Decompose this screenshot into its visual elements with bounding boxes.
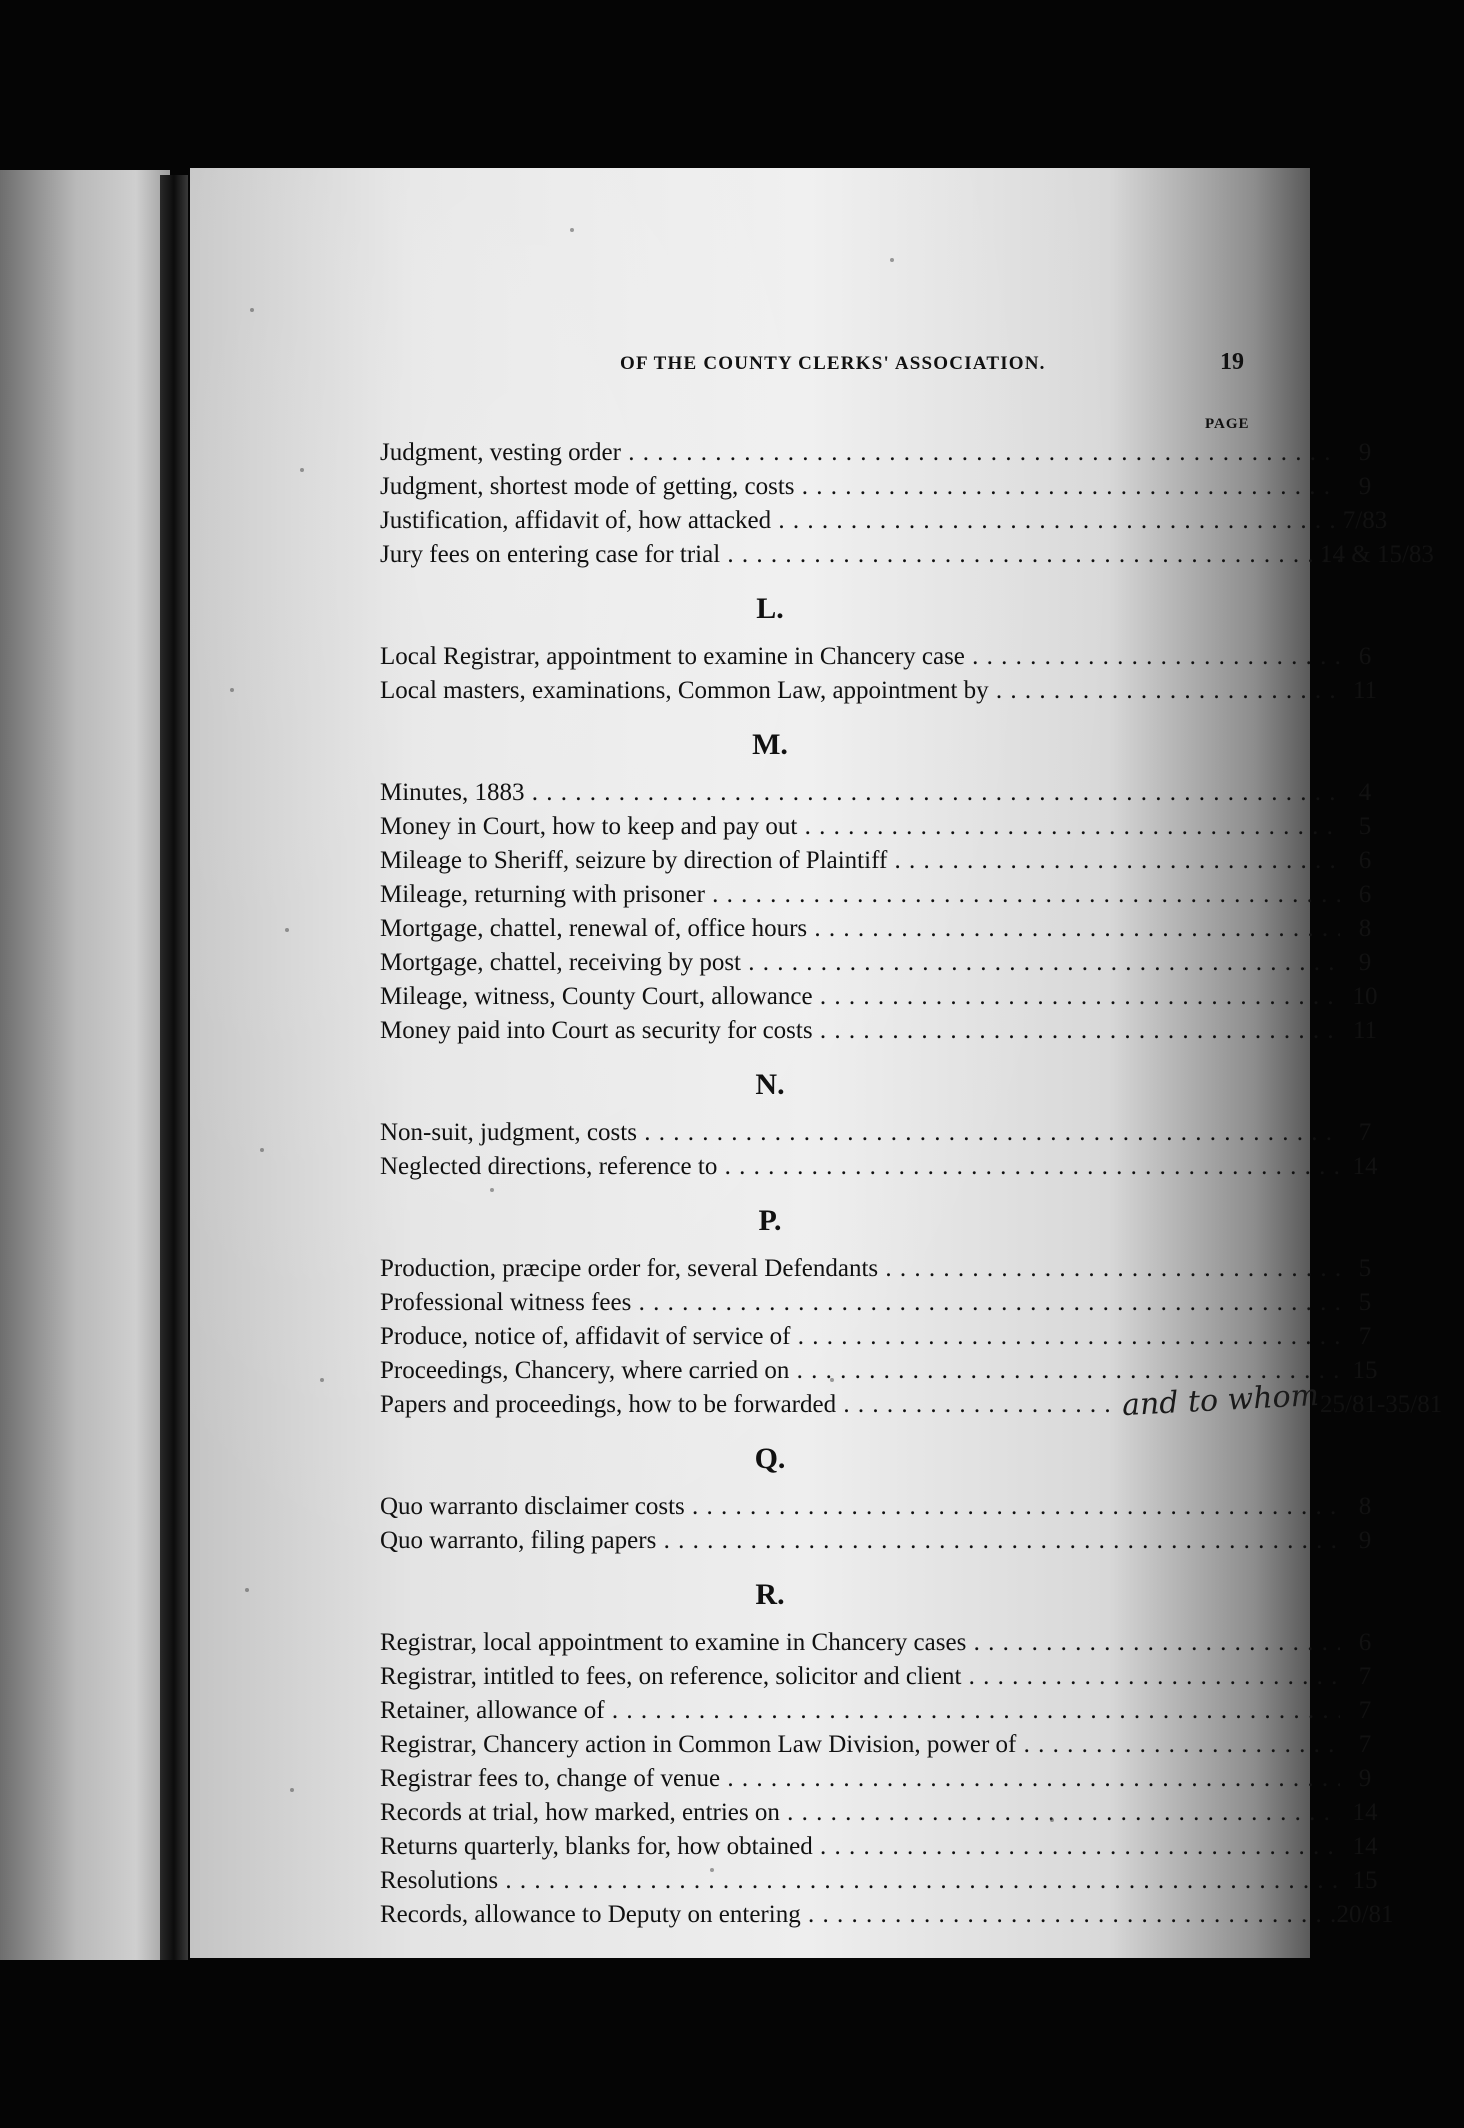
- index-entry: [380, 436, 1464, 470]
- index-entry-topic: [380, 1150, 1340, 1184]
- index-entry: [380, 1014, 1464, 1048]
- index-entry: [380, 674, 1464, 708]
- index-entry-topic-text: Registrar fees to, change of venue: [380, 1765, 721, 1792]
- index-entry-page-ref: 25/81-35/81: [1320, 1391, 1443, 1418]
- index-entry-page-ref: 5: [1358, 813, 1372, 840]
- index-entry-page-ref: 7: [1358, 1119, 1372, 1146]
- index-entry-page-ref: 7: [1358, 1663, 1372, 1690]
- index-entry-topic: [380, 776, 1340, 810]
- index-entry: [380, 844, 1464, 878]
- running-head-title: OF THE COUNTY CLERKS' ASSOCIATION.: [620, 353, 1046, 374]
- index-entry-page-ref: 20/81: [1336, 1901, 1394, 1928]
- index-entry-topic: [380, 674, 1340, 708]
- index-entry-topic: [380, 1320, 1340, 1354]
- index-entry-topic-text: Production, præcipe order for, several Defendants: [380, 1255, 879, 1282]
- index-entry-page-ref: 6: [1358, 643, 1372, 670]
- index-entry-topic: [380, 1660, 1340, 1694]
- scan-speck: [245, 1588, 249, 1592]
- index-entry: [380, 1490, 1464, 1524]
- index-entry-topic-text: Resolutions: [380, 1867, 499, 1894]
- index-entry-topic-text: Money in Court, how to keep and pay out: [380, 813, 798, 840]
- index-entry-topic: [380, 470, 1340, 504]
- index-entry-page-ref: 10: [1352, 983, 1378, 1010]
- index-entry-topic-text: Local masters, examinations, Common Law, appointment by: [380, 677, 989, 704]
- index-entry-page-ref: 11: [1352, 677, 1378, 704]
- page-number: 19: [1220, 349, 1244, 375]
- section-letter: R.: [755, 1578, 785, 1611]
- index-entry-page-ref: 9: [1358, 473, 1372, 500]
- index-entry-topic-text: Non-suit, judgment, costs: [380, 1119, 637, 1146]
- index-entry-topic: [380, 1796, 1340, 1830]
- index-entry-topic: [380, 980, 1340, 1014]
- index-entry: [380, 470, 1464, 504]
- index-entry-topic-text: Money paid into Court as security for costs: [380, 1017, 813, 1044]
- index-entry-topic-text: Quo warranto disclaimer costs: [380, 1493, 685, 1520]
- index-entry: [380, 980, 1464, 1014]
- index-entry-topic-text: Registrar, Chancery action in Common Law Division, power of: [380, 1731, 1017, 1758]
- index-entry-topic-text: Jury fees on entering case for trial: [380, 541, 721, 568]
- index-entry: [380, 1762, 1464, 1796]
- index-entry-topic-text: Records at trial, how marked, entries on: [380, 1799, 780, 1826]
- index-entry-topic-text: Retainer, allowance of: [380, 1697, 605, 1724]
- index-entry-page-ref: 9: [1358, 949, 1372, 976]
- scan-speck: [250, 308, 254, 312]
- index-entry-topic-text: Registrar, intitled to fees, on reference, solicitor and client: [380, 1663, 962, 1690]
- index-entry: [380, 912, 1464, 946]
- index-entry-page-ref: 14: [1352, 1153, 1378, 1180]
- index-entry-topic: [380, 1252, 1340, 1286]
- index-entry-page-ref: 8: [1358, 1493, 1372, 1520]
- index-entry-page-ref: 8: [1358, 915, 1372, 942]
- index-entry-topic-text: Judgment, shortest mode of getting, costs: [380, 473, 795, 500]
- index-entry-topic: [380, 844, 1340, 878]
- index-entry-topic: [380, 1388, 1120, 1422]
- index-entry: [380, 810, 1464, 844]
- index-entry-topic: [380, 1830, 1340, 1864]
- index-entry-topic: [380, 1762, 1340, 1796]
- index-entry: [380, 878, 1464, 912]
- index-entry-page-ref: 9: [1358, 439, 1372, 466]
- index-entry-page-ref: 15: [1352, 1357, 1378, 1384]
- index-entry-topic-text: Minutes, 1883: [380, 779, 525, 806]
- index-entry-topic: [380, 1116, 1340, 1150]
- scan-speck: [230, 688, 234, 692]
- index-entry-topic-text: Produce, notice of, affidavit of service of: [380, 1323, 791, 1350]
- index-entry: [380, 946, 1464, 980]
- scan-speck: [1050, 1818, 1054, 1822]
- scan-speck: [710, 1868, 714, 1872]
- scan-speck: [260, 1148, 264, 1152]
- index-entry-page-ref: 9: [1358, 1527, 1372, 1554]
- index-entry: [380, 1728, 1464, 1762]
- index-entry-topic: [380, 1524, 1340, 1558]
- index-entry-topic-text: Justification, affidavit of, how attacked: [380, 507, 772, 534]
- index-entry: [380, 538, 1464, 572]
- index-entry: [380, 1864, 1464, 1898]
- index-entry-topic-text: Mileage, witness, County Court, allowance: [380, 983, 813, 1010]
- index-entry-topic: [380, 1898, 1340, 1932]
- scan-speck: [890, 258, 894, 262]
- index-entry: [380, 1830, 1464, 1864]
- index-entry-topic: [380, 1490, 1340, 1524]
- index-entry-topic-text: Quo warranto, filing papers: [380, 1527, 657, 1554]
- index-entry-topic-text: Mortgage, chattel, receiving by post: [380, 949, 741, 976]
- index-entry-page-ref: 15: [1352, 1867, 1378, 1894]
- page-column-label: PAGE: [1205, 416, 1250, 432]
- index-entry-page-ref: 5: [1358, 1255, 1372, 1282]
- index-entry: [380, 1898, 1464, 1932]
- index-entry: [380, 1377, 1464, 1424]
- index-entry-page-ref: 7/83: [1342, 507, 1388, 534]
- index-entry: [380, 1116, 1464, 1150]
- index-entry-topic: [380, 538, 1340, 572]
- index-entry-page-ref: 14: [1352, 1833, 1378, 1860]
- index-entry-topic-text: Returns quarterly, blanks for, how obtained: [380, 1833, 813, 1860]
- index-entry-topic-text: Local Registrar, appointment to examine in Chancery case: [380, 643, 965, 670]
- scan-speck: [285, 928, 289, 932]
- index-entry: [380, 1694, 1464, 1728]
- index-entry-page-ref: 7: [1358, 1323, 1372, 1350]
- index-entry-page-ref: 5: [1358, 1289, 1372, 1316]
- scan-speck: [290, 1788, 294, 1792]
- index-entry-page-ref: 9: [1358, 1765, 1372, 1792]
- index-entry-topic: [380, 640, 1340, 674]
- book-binding: [160, 175, 188, 1960]
- index-entry-topic: [380, 1728, 1340, 1762]
- index-entry: [380, 1150, 1464, 1184]
- index-list: [380, 436, 1464, 1932]
- index-entry-topic: [380, 1286, 1340, 1320]
- index-entry-topic-text: Judgment, vesting order: [380, 439, 621, 466]
- index-entry-topic: [380, 878, 1340, 912]
- index-entry-topic-text: Proceedings, Chancery, where carried on: [380, 1357, 790, 1384]
- index-entry-topic-text: Registrar, local appointment to examine in Chancery cases: [380, 1629, 967, 1656]
- handwritten-annotation: and to whom: [1121, 1377, 1320, 1424]
- index-entry: [380, 1524, 1464, 1558]
- index-entry-topic-text: Neglected directions, reference to: [380, 1153, 718, 1180]
- index-entry-topic: [380, 1626, 1340, 1660]
- index-entry-topic-text: Records, allowance to Deputy on entering: [380, 1901, 801, 1928]
- scan-speck: [490, 1188, 494, 1192]
- index-entry-page-ref: 4: [1358, 779, 1372, 806]
- index-entry: [380, 1626, 1464, 1660]
- index-entry: [380, 640, 1464, 674]
- scan-speck: [300, 468, 304, 472]
- index-entry-topic: [380, 1864, 1340, 1898]
- index-entry-page-ref: 6: [1358, 847, 1372, 874]
- index-entry-topic: [380, 1014, 1340, 1048]
- index-entry-topic: [380, 1694, 1340, 1728]
- scan-speck: [570, 228, 574, 232]
- index-entry-page-ref: 14: [1352, 1799, 1378, 1826]
- index-entry-topic: [380, 1354, 1340, 1388]
- section-letter: Q.: [754, 1442, 786, 1475]
- section-letter: N.: [755, 1068, 785, 1101]
- facing-page-edge: [0, 170, 170, 1960]
- index-entry-page-ref: 7: [1358, 1731, 1372, 1758]
- index-entry-page-ref: 11: [1352, 1017, 1378, 1044]
- index-entry-topic-text: Mileage to Sheriff, seizure by direction of Plaintiff: [380, 847, 888, 874]
- section-letter: L.: [756, 592, 784, 625]
- index-page: [190, 168, 1443, 1958]
- index-entry-topic: [380, 436, 1340, 470]
- scan-speck: [320, 1378, 324, 1382]
- index-entry: [380, 1252, 1464, 1286]
- index-entry: [380, 1320, 1464, 1354]
- index-entry-page-ref: 7: [1358, 1697, 1372, 1724]
- index-entry-topic-text: Professional witness fees: [380, 1289, 632, 1316]
- section-letter: P.: [758, 1204, 782, 1237]
- index-entry: [380, 776, 1464, 810]
- index-entry: [380, 1796, 1464, 1830]
- index-entry-topic-text: Mortgage, chattel, renewal of, office hours: [380, 915, 808, 942]
- index-entry-page-ref: 6: [1358, 1629, 1372, 1656]
- index-entry-topic-text: Papers and proceedings, how to be forwarded: [380, 1391, 837, 1418]
- index-entry-page-ref: 6: [1358, 881, 1372, 908]
- section-letter: M.: [752, 728, 788, 761]
- index-entry-topic: [380, 946, 1340, 980]
- index-entry: [380, 1286, 1464, 1320]
- index-entry-topic: [380, 504, 1340, 538]
- index-entry: [380, 1660, 1464, 1694]
- index-entry-page-ref: 14 & 15/83: [1320, 541, 1434, 568]
- index-entry: [380, 504, 1464, 538]
- index-entry-topic: [380, 912, 1340, 946]
- index-entry-topic-text: Mileage, returning with prisoner: [380, 881, 705, 908]
- scan-speck: [830, 1378, 834, 1382]
- index-entry-topic: [380, 810, 1340, 844]
